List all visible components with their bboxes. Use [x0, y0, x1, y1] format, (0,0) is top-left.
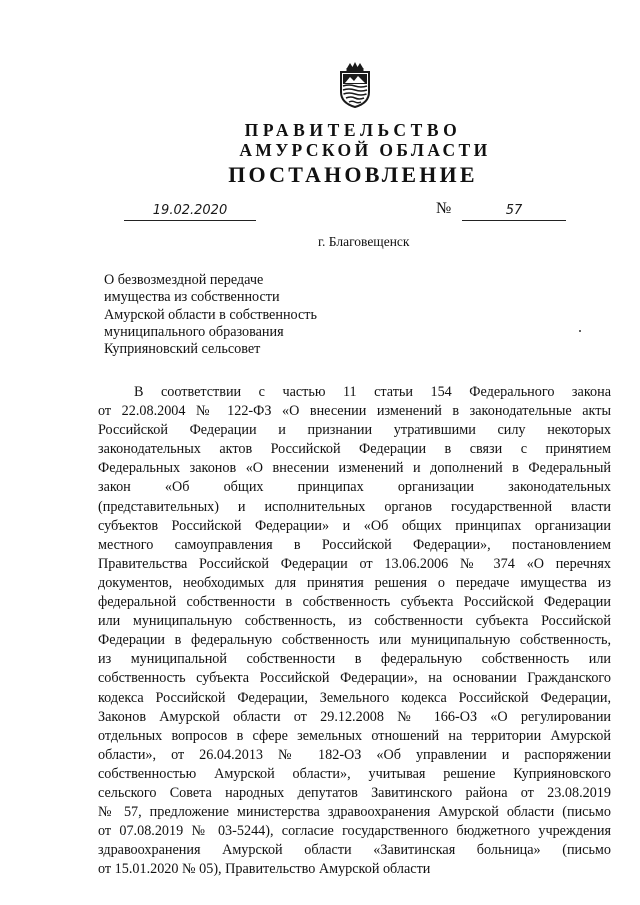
subject-line: Амурской области в собственность [104, 306, 317, 323]
document-type-title: ПОСТАНОВЛЕНИЕ [228, 162, 478, 187]
body-line: отдельных вопросов в сфере земельных отношений на территории Амурской [98, 727, 611, 744]
body-line: закон «Об общих принципах организации законодательных [98, 479, 611, 496]
coat-of-arms-icon [337, 62, 373, 108]
body-line: здравоохранения Амурской области «Завитинская больница» (письмо [98, 842, 611, 859]
scan-speck [579, 330, 581, 332]
body-line: собственностью Амурской области», учитывая решение Куприяновского [98, 765, 611, 782]
body-line: Правительства Российской Федерации от 13.06.2006 № 374 «О перечнях [98, 555, 611, 572]
body-line: местного самоуправления в Российской Федерации», постановлением [98, 536, 611, 553]
body-line: или муниципальную собственность, из собственности субъекта Российской [98, 613, 611, 630]
body-line: от 07.08.2019 № 03-5244), согласие государственного бюджетного учреждения [98, 823, 611, 840]
body-line: документов, необходимых для принятия решения о передаче имущества из [98, 574, 611, 591]
body-line: из муниципальной собственности в федеральную собственность или [98, 651, 611, 668]
body-line: законодательных актов Российской Федерации в связи с принятием [98, 441, 611, 458]
body-line: от 15.01.2020 № 05), Правительство Амурской области [98, 861, 431, 878]
number-label: № [436, 200, 452, 217]
body-line: собственность субъекта Российской Федерации», на основании Гражданского [98, 670, 611, 687]
subject-line: О безвозмездной передаче [104, 272, 264, 288]
body-line: № 57, предложение министерства здравоохранения Амурской области (письмо [98, 804, 611, 821]
body-line: Законов Амурской области от 29.12.2008 № 166-ОЗ «О регулировании [98, 708, 611, 725]
body-line: В соответствии с частью 11 статьи 154 Федерального закона [134, 384, 611, 400]
subject-line: муниципального образования [104, 323, 284, 340]
body-line: от 22.08.2004 № 122-ФЗ «О внесении изменений в законодательные акты [98, 403, 611, 420]
subject-block [104, 272, 404, 358]
subject-line: Куприяновский сельсовет [104, 341, 261, 358]
body-line: (представительных) и исполнительных органов государственной власти [98, 498, 611, 515]
body-line: Российской Федерации и признании утратившими силу некоторых [98, 422, 611, 439]
government-title: ПРАВИТЕЛЬСТВО [244, 120, 462, 140]
body-line: области», от 26.04.2013 № 182-ОЗ «Об управлении и распоряжении [98, 746, 611, 763]
body-line: Федерации в федеральную собственность или муниципальную собственность, [98, 632, 611, 649]
subject-line: имущества из собственности [104, 289, 280, 306]
region-title: АМУРСКОЙ ОБЛАСТИ [239, 140, 491, 160]
body-line: сельского Совета народных депутатов Завитинского района от 23.08.2019 [98, 784, 611, 801]
body-line: субъектов Российской Федерации» и «Об общих принципах организации [98, 517, 611, 534]
body-line: федеральной собственности в собственность субъекта Российской Федерации [98, 594, 611, 611]
document-number: 57 [462, 202, 566, 221]
body-line: кодекса Российской Федерации, Земельного кодекса Российской Федерации, [98, 689, 611, 706]
document-date: 19.02.2020 [124, 202, 256, 221]
body-line: Федеральных законов «О внесении изменений и дополнений в Федеральный [98, 460, 611, 477]
city-name: г. Благовещенск [318, 234, 410, 249]
body-paragraph [98, 383, 611, 879]
